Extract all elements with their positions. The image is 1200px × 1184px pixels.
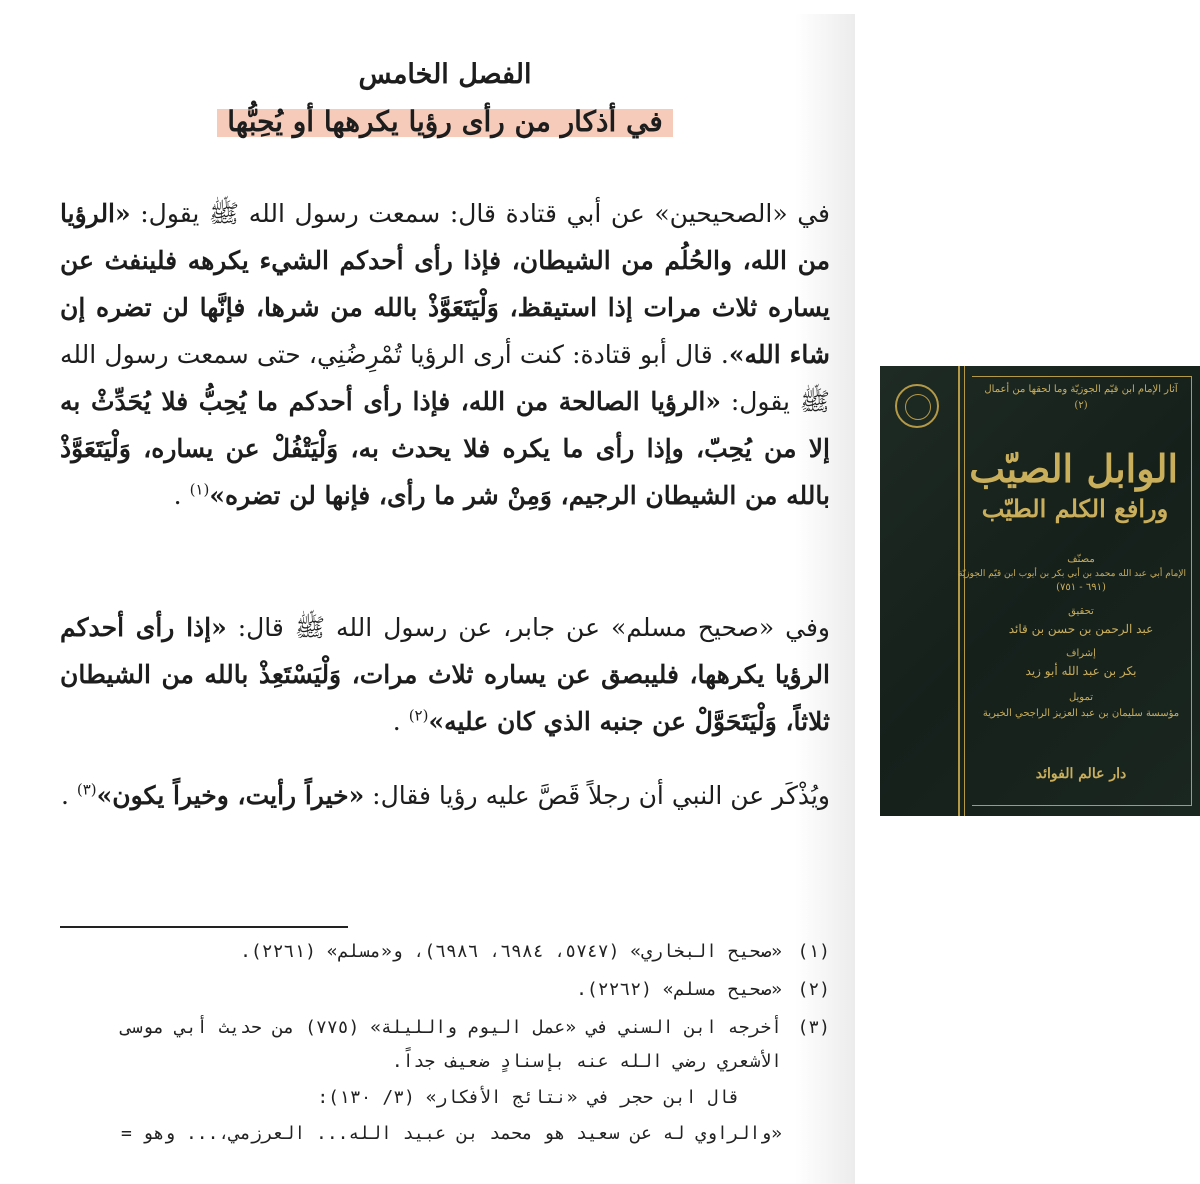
book-cover [880, 366, 1200, 816]
footnote-3-quote [45, 1116, 782, 1152]
cover-editor-label: تحقيق [1068, 606, 1094, 617]
chapter-subtitle-highlighted: في أذكار من رأى رؤيا يكرهها أو يُحِبُّها [217, 102, 672, 142]
cover-title: الوابل الصيّب [969, 446, 1178, 491]
cover-series: آثار الإمام ابن قيّم الجوزيّة وما لحقها من أعمال [984, 384, 1178, 395]
footnote-ref-2: (٢) [408, 706, 429, 725]
paragraph-2: وفي «صحيح مسلم» عن جابر، عن رسول الله ﷺ قال: «إذا رأى أحدكم الرؤيا يكرهها، فليبصق عن يساره ثلاث مرات، وَلْيَسْتَعِذْ بالله من الشيطان ثلاثاً، وَلْيَتَحَوَّلْ عن جنبه الذي كان عليه»$^{(٢)}$ . [60, 613, 830, 736]
cover-series-number: (٢) [1074, 400, 1088, 411]
hadith-quote: «الرؤيا الصالحة من الله، فإذا رأى أحدكم ما يُحِبُّ فلا يُحَدِّثْ به إلا من يُحِبّ، وإذا رأى ما يكره فلا يحدث به، وَلْيَتْفُلْ عن يساره، وَلْيَتَعَوَّذْ بالله من الشيطان الرجيم، وَمِنْ شر ما رأى، فإنها لن تضره» [60, 387, 830, 510]
footnote-number: (٢) [797, 979, 830, 1000]
footnote-text: «والراوي له عن سعيد هو محمد بن عبيد الله... العرزمي،... وهو = [120, 1123, 782, 1144]
footnote-text: «صحيح البخاري» (٥٧٤٧، ٦٩٨٤، ٦٩٨٦)، و«مسلم» (٢٢٦١). [240, 941, 782, 962]
cover-editor: عبد الرحمن بن حسن بن قائد [1008, 622, 1154, 636]
footnote-3-quote-intro [45, 1080, 740, 1116]
publisher-seal-icon [895, 384, 939, 428]
footnote-divider [60, 926, 348, 928]
hadith-quote: «الرؤيا من الله، والحُلُم من الشيطان، فإذا رأى أحدكم الشيء يكرهه فلينفث عن يساره ثلاث مرات إذا استيقظ، وَلْيَتَعَوَّذْ بالله من شرها، فإنَّها لن تضره إن شاء الله» [60, 199, 830, 369]
para1-seg: في «الصحيحين» عن أبي قتادة قال: سمعت رسول الله ﷺ يقول: [130, 199, 830, 228]
cover-author-label: مصنّف [1067, 554, 1095, 565]
footnote-1 [45, 934, 830, 970]
cover-funder-label: تمويل [1068, 692, 1094, 703]
footnote-number: (١) [797, 941, 830, 962]
paragraph-1: في «الصحيحين» عن أبي قتادة قال: سمعت رسول الله ﷺ يقول: «الرؤيا من الله، والحُلُم من الشيطان، فإذا رأى أحدكم الشيء يكرهه فلينفث عن يساره ثلاث مرات إذا استيقظ، وَلْيَتَعَوَّذْ بالله من شرها، فإنَّها لن تضره إن شاء الله». قال أبو قتادة: كنت أرى الرؤيا تُمْرِضُنِي، حتى سمعت رسول الله ﷺ يقول: «الرؤيا الصالحة من الله، فإذا رأى أحدكم ما يُحِبُّ فلا يُحَدِّثْ به إلا من يُحِبّ، وإذا رأى ما يكره فلا يحدث به، وَلْيَتْفُلْ عن يساره، وَلْيَتَعَوَّذْ بالله من الشيطان الرجيم، وَمِنْ شر ما رأى، فإنها لن تضره»$^{(١)}$ . [60, 199, 830, 510]
frame-line [972, 805, 1192, 806]
para3-seg: ويُذْكَر عن النبي أن رجلاً قَصَّ عليه رؤيا فقال: [364, 781, 830, 810]
frame-line [972, 376, 1192, 377]
para2-seg: وفي «صحيح مسلم» عن جابر، عن رسول الله ﷺ قال: [226, 613, 830, 642]
chapter-subtitle-wrap [60, 102, 830, 142]
footnote-text: الأشعري رضي الله عنه بإسنادٍ ضعيف جداً. [391, 1051, 782, 1072]
cover-publisher: دار عالم الفوائد [1035, 766, 1127, 782]
hadith-quote: «إذا رأى أحدكم الرؤيا يكرهها، فليبصق عن يساره ثلاث مرات، وَلْيَسْتَعِذْ بالله من الشيطان ثلاثاً، وَلْيَتَحَوَّلْ عن جنبه الذي كان عليه» [60, 613, 830, 736]
cover-supervisor-label: إشراف [1066, 648, 1096, 659]
spine-line [964, 366, 965, 816]
cover-funder: مؤسسة سليمان بن عبد العزيز الراجحي الخيرية [982, 708, 1180, 719]
spine-line [958, 366, 960, 816]
cover-subtitle: ورافع الكلم الطيّب [981, 494, 1169, 523]
cover-supervisor: بكر بن عبد الله أبو زيد [1025, 664, 1137, 678]
footnote-text: أخرجه ابن السني في «عمل اليوم والليلة» (٧٧٥) من حديث أبي موسى [120, 1017, 782, 1038]
frame-line [1191, 376, 1192, 806]
cover-dates: (٦٩١ - ٧٥١) [1056, 582, 1106, 593]
footnote-text: «صحيح مسلم» (٢٢٦٢). [576, 979, 782, 1000]
footnote-3-continued [45, 1044, 782, 1080]
footnote-text: قال ابن حجر في «نتائج الأفكار» (٣/ ١٣٠): [317, 1087, 740, 1108]
footnote-3 [45, 1010, 830, 1046]
footnote-ref-1: (١) [189, 480, 210, 499]
footnote-2 [45, 972, 830, 1008]
cover-author: الإمام أبي عبد الله محمد بن أبي بكر بن أيوب ابن قيّم الجوزيّة [957, 569, 1186, 579]
hadith-quote: «خيراً رأيت، وخيراً يكون» [96, 781, 365, 810]
para1-seg: . قال أبو قتادة: كنت أرى الرؤيا تُمْرِضُنِي، حتى سمعت رسول الله ﷺ يقول: [60, 340, 830, 416]
paragraph-3: ويُذْكَر عن النبي أن رجلاً قَصَّ عليه رؤيا فقال: «خيراً رأيت، وخيراً يكون»$^{(٣)}$ . [60, 780, 830, 810]
chapter-title: الفصل الخامس [358, 59, 532, 90]
footnote-number: (٣) [797, 1017, 830, 1038]
footnote-ref-3: (٣) [76, 780, 97, 799]
book-page-scan [0, 14, 855, 1184]
